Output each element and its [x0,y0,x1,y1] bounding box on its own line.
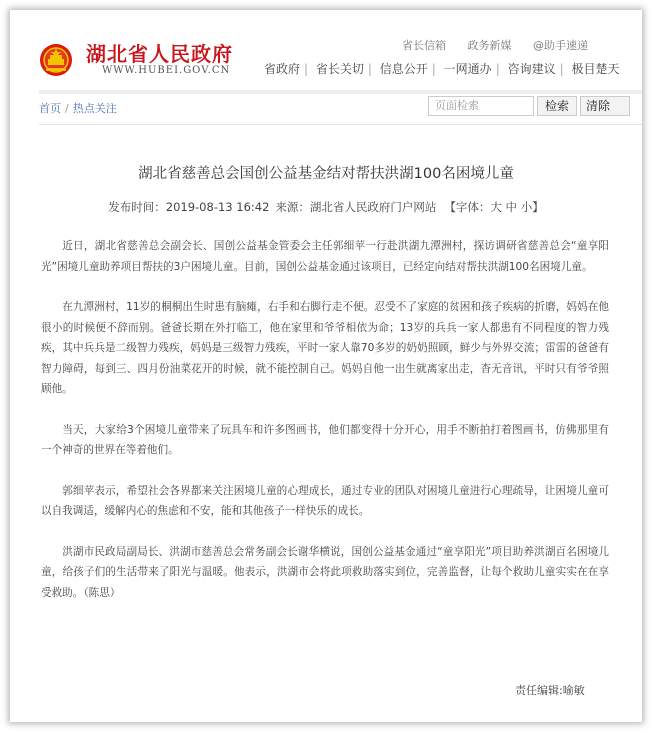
article-paragraph: 郭细苹表示，希望社会各界都来关注困境儿童的心理成长，通过专业的团队对困境儿童进行心理疏导，让困境儿童可以自我调适，缓解内心的焦虑和不安，能和其他孩子一样快乐的成长。 [41,484,609,517]
breadcrumb-home[interactable]: 首页 [39,102,61,115]
nav-item-governor[interactable]: 省长关切 [315,62,364,76]
top-links [402,37,606,53]
nav-item-advice[interactable]: 咨询建议 [507,62,556,76]
responsible-editor: 责任编辑:喻敏 [515,684,585,697]
source-name: 湖北省人民政府门户网站 [309,200,437,214]
publish-time: 2019-08-13 16:42 [165,200,270,214]
nav-separator: | [304,62,309,76]
article-body [41,236,609,623]
nav-separator: | [495,62,500,76]
national-emblem-icon[interactable] [39,43,73,77]
article-paragraph: 在九潭洲村，11岁的桐桐出生时患有脑瘫，右手和右脚行走不便。忍受不了家庭的贫困和孩子疾病的折磨，妈妈在他很小的时候便不辞而别。爸爸长期在外打临工，他在家里和爷爷相依为命；13岁的兵兵一家人都患有不同程度的智力残疾，其中兵兵是二级智力残疾，妈妈是三级智力残疾，平时一家人靠70多岁的奶奶照顾，鲜少与外界交流；雷雷的爸爸有智力障碍，每到三、四月份油菜花开的时候，就不能控制自己。妈妈自他一出生就离家出走，杳无音讯，平时只有爷爷照顾他。 [41,301,609,395]
article-meta [10,199,642,215]
nav-item-services[interactable]: 一网通办 [443,62,492,76]
top-link-mailbox[interactable]: 省长信箱 [402,39,446,52]
search-input[interactable]: 页面检索 [428,96,534,116]
nav-separator: | [431,62,436,76]
nav-separator: | [367,62,372,76]
nav-separator: | [559,62,564,76]
font-size-control[interactable]: 【字体：大 中 小】 [444,200,544,214]
article-paragraph: 当天，大家给3个困境儿童带来了玩具车和许多图画书，他们都变得十分开心，用手不断拍打着图画书，仿佛那里有一个神奇的世界在等着他们。 [41,423,609,456]
breadcrumb-separator: / [65,102,69,115]
clear-button[interactable]: 清除 [580,96,630,116]
source-label: 来源： [275,200,310,214]
top-link-media[interactable]: 政务新媒 [467,39,512,52]
breadcrumb-current[interactable]: 热点关注 [72,102,117,115]
search-button[interactable]: 检索 [537,96,577,116]
article-paragraph: 洪湖市民政局副局长、洪湖市慈善总会常务副会长谢华横说，国创公益基金通过“童享阳光”项目助养洪湖百名困境儿童，给孩子们的生活带来了阳光与温暖。他表示，洪湖市会将此项救助落实到位，完善监督，让每个救助儿童实实在在享受救助。（陈思） [41,545,609,599]
site-title[interactable]: 湖北省人民政府 [86,42,233,66]
page-frame [10,10,642,722]
nav-item-chutian[interactable]: 极目楚天 [571,62,620,76]
header-divider [39,90,642,94]
nav-item-disclosure[interactable]: 信息公开 [379,62,428,76]
site-url: WWW.HUBEI.GOV.CN [102,65,231,76]
main-nav [260,60,623,77]
breadcrumb [39,100,117,116]
article-title: 湖北省慈善总会国创公益基金结对帮扶洪湖100名困境儿童 [138,166,514,182]
breadcrumb-divider [39,124,642,125]
top-link-assistant[interactable]: @助手速递 [533,39,588,52]
nav-item-government[interactable]: 省政府 [264,62,301,76]
article-paragraph: 近日，湖北省慈善总会副会长、国创公益基金管委会主任郭细苹一行赴洪湖九潭洲村，探访调研省慈善总会“童享阳光”困境儿童助养项目帮扶的3户困境儿童。目前，国创公益基金通过该项目，已经定向结对帮扶洪湖100名困境儿童。 [41,240,609,273]
publish-label: 发布时间： [108,200,166,214]
